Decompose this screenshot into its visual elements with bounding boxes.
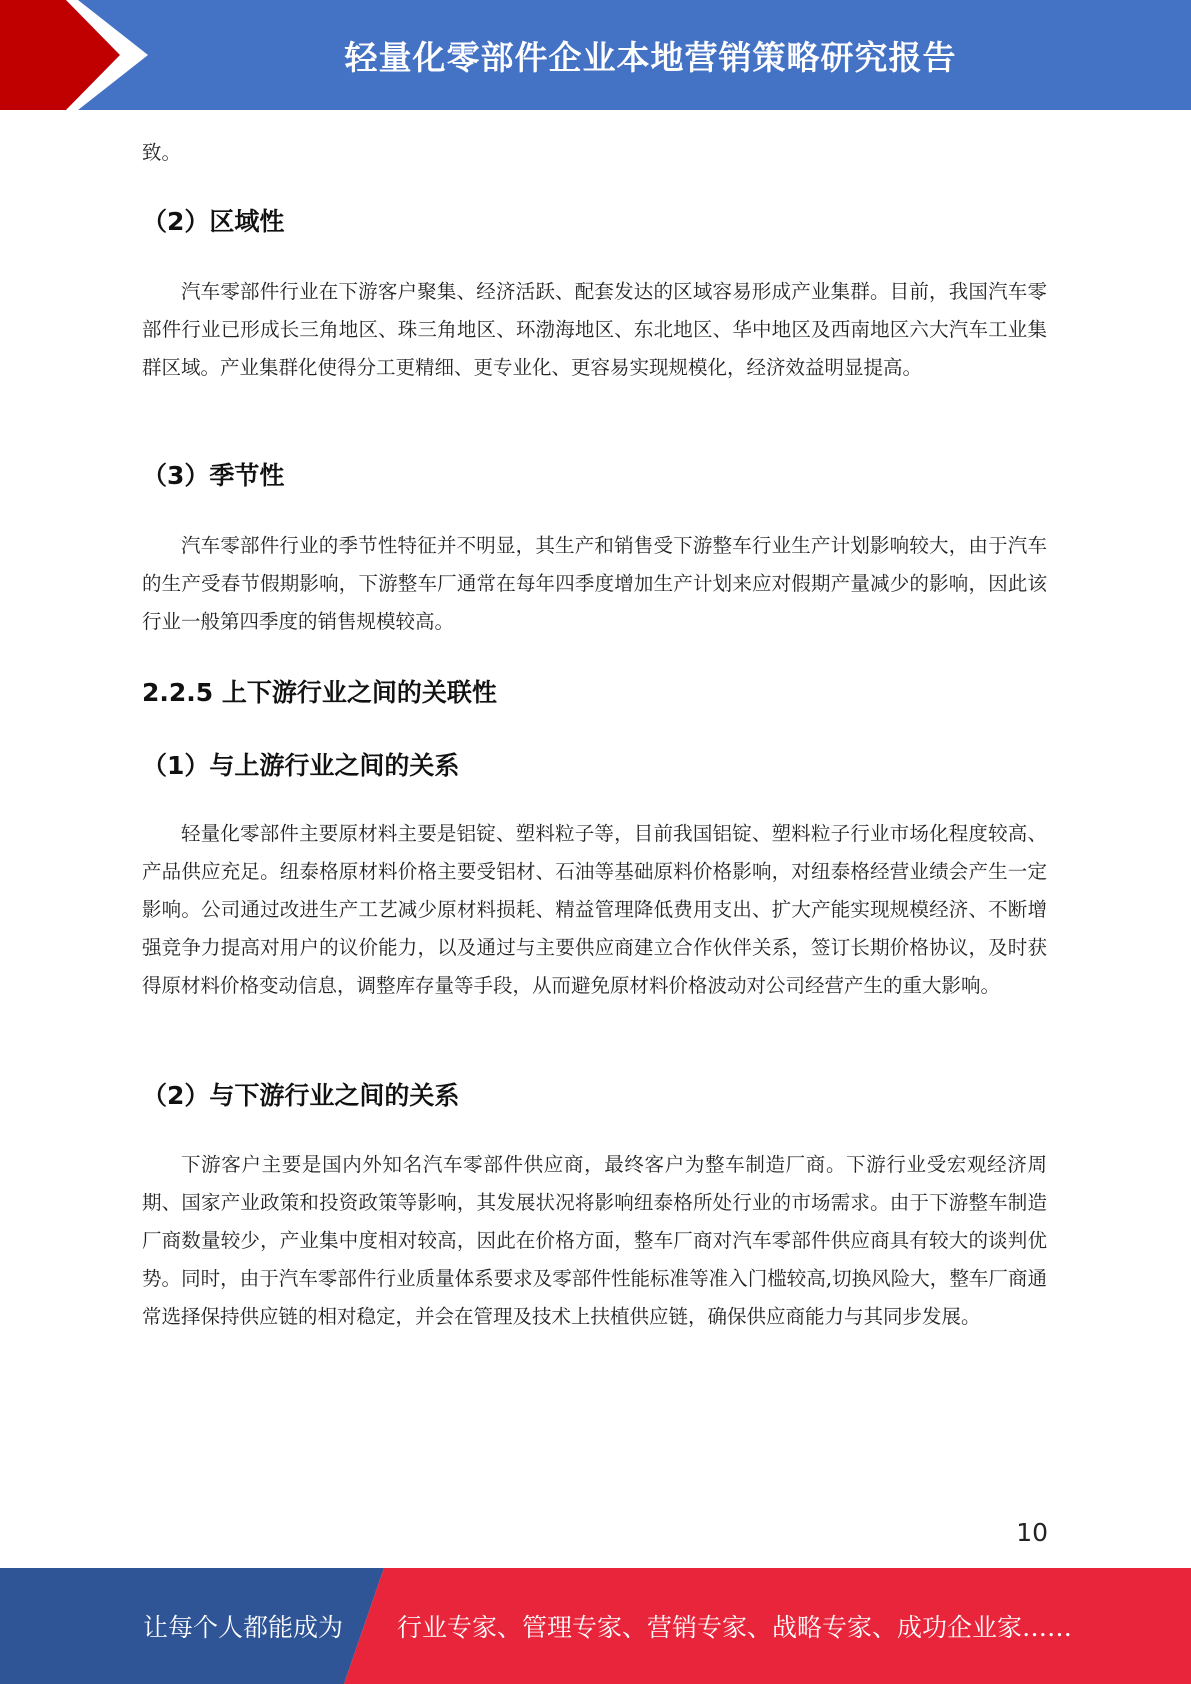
paragraph-upstream: 轻量化零部件主要原材料主要是铝锭、塑料粒子等，目前我国铝锭、塑料粒子行业市场化程度较高、产品供应充足。纽泰格原材料价格主要受铝材、石油等基础原料价格影响，对纽泰格经营业绩会产生一定影响。公司通过改进生产工艺减少原材料损耗、精益管理降低费用支出、扩大产能实现规模经济、不断增强竞争力提高对用户的议价能力，以及通过与主要供应商建立合作伙伴关系，签订长期价格协议，及时获得原材料价格变动信息，调整库存量等手段，从而避免原材料价格波动对公司经营产生的重大影响。 (142, 822, 1047, 997)
paragraph-downstream: 下游客户主要是国内外知名汽车零部件供应商，最终客户为整车制造厂商。下游行业受宏观经济周期、国家产业政策和投资政策等影响，其发展状况将影响纽泰格所处行业的市场需求。由于下游整车制造厂商数量较少，产业集中度相对较高，因此在价格方面，整车厂商对汽车零部件供应商具有较大的谈判优势。同时，由于汽车零部件行业质量体系要求及零部件性能标准等准入门槛较高,切换风险大，整车厂商通常选择保持供应链的相对稳定，并会在管理及技术上扶植供应链，确保供应商能力与其同步发展。 (142, 1153, 1047, 1328)
heading-seasonal: （3）季节性 (142, 461, 285, 490)
footer-slogan-right: 行业专家、管理专家、营销专家、战略专家、成功企业家…… (397, 1613, 1073, 1642)
section-heading: 2.2.5 上下游行业之间的关联性 (142, 678, 497, 707)
heading-regional: （2）区域性 (142, 207, 285, 236)
heading-upstream: （1）与上游行业之间的关系 (142, 751, 460, 780)
heading-downstream: （2）与下游行业之间的关系 (142, 1081, 460, 1110)
paragraph-regional: 汽车零部件行业在下游客户聚集、经济活跃、配套发达的区域容易形成产业集群。目前，我国汽车零部件行业已形成长三角地区、珠三角地区、环渤海地区、东北地区、华中地区及西南地区六大汽车工业集群区域。产业集群化使得分工更精细、更专业化、更容易实现规模化，经济效益明显提高。 (142, 280, 1047, 379)
page-number: 10 (1016, 1518, 1048, 1547)
header-band (0, 0, 1191, 110)
paragraph-seasonal: 汽车零部件行业的季节性特征并不明显，其生产和销售受下游整车行业生产计划影响较大，由于汽车的生产受春节假期影响，下游整车厂通常在每年四季度增加生产计划来应对假期产量减少的影响，因此该行业一般第四季度的销售规模较高。 (142, 534, 1047, 633)
paragraph-continuation: 致。 (142, 141, 182, 164)
footer-slogan-left: 让每个人都能成为 (143, 1613, 344, 1642)
report-title: 轻量化零部件企业本地营销策略研究报告 (344, 37, 957, 77)
footer-band (0, 1568, 1191, 1684)
header-chevron-decoration (0, 0, 150, 110)
